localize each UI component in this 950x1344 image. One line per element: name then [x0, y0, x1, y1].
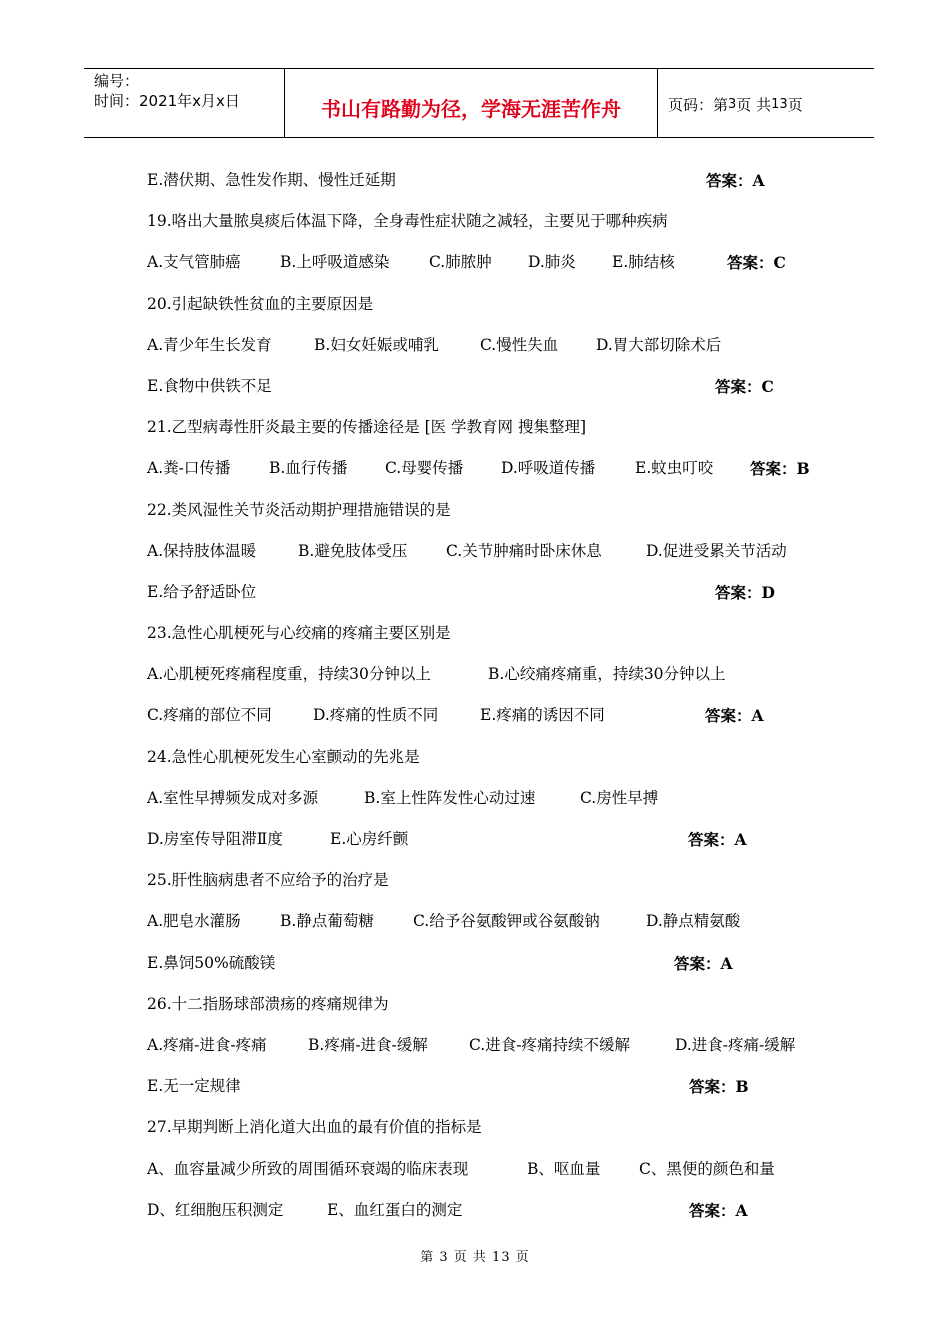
page-footer: 第 3 页 共 13 页: [420, 1250, 530, 1265]
line-text: D.房室传导阻滞Ⅱ度: [147, 830, 283, 848]
question-stem: [147, 284, 847, 325]
question-stem: [147, 613, 847, 654]
answer-label: 答案：A: [689, 1200, 748, 1220]
header-motto: 书山有路勤为径，学海无涯苦作舟: [285, 69, 658, 137]
line-text: A.疼痛-进食-疼痛: [147, 1035, 267, 1054]
answer-label: 答案：C: [715, 376, 774, 396]
line-text: E.蚊虫叮咬: [635, 459, 714, 478]
question-stem: [147, 201, 847, 242]
line-text: D.肺炎: [528, 253, 576, 272]
line-text: E.肺结核: [612, 253, 675, 272]
option-row: [147, 325, 847, 366]
line-text: B、呕血量: [527, 1159, 601, 1178]
page-code-current: 3: [728, 96, 737, 112]
option-row: [147, 1025, 847, 1066]
line-text: 25.肝性脑病患者不应给予的治疗是: [147, 871, 389, 890]
line-text: A.保持肢体温暖: [147, 541, 257, 560]
line-text: D.胃大部切除术后: [596, 335, 722, 354]
line-text: C.母婴传播: [385, 459, 464, 478]
question-list: [147, 160, 847, 1231]
line-text: D.疼痛的性质不同: [313, 706, 439, 725]
answer-label: 答案：D: [715, 582, 775, 602]
line-text: A.粪-口传播: [147, 459, 231, 478]
time-label: 时间：2021年x月x日: [94, 92, 240, 110]
line-text: E.鼻饲50%硫酸镁: [147, 953, 276, 972]
line-text: D.促进受累关节活动: [646, 541, 787, 560]
line-text: A.心肌梗死疼痛程度重，持续30分钟以上: [147, 665, 431, 684]
question-stem: [147, 737, 847, 778]
line-text: 24.急性心肌梗死发生心室颤动的先兆是: [147, 747, 420, 766]
answer-label: 答案：A: [706, 171, 765, 190]
line-text: C.肺脓肿: [429, 253, 492, 272]
question-stem: [147, 1107, 847, 1148]
line-text: 22.类风湿性关节炎活动期护理措施错误的是: [147, 500, 451, 519]
line-text: B.静点葡萄糖: [280, 912, 374, 931]
question-stem: [147, 407, 847, 448]
line-text: C.慢性失血: [480, 335, 559, 354]
line-text: C.关节肿痛时卧床休息: [446, 541, 602, 560]
line-text: 19.咯出大量脓臭痰后体温下降，全身毒性症状随之减轻，主要见于哪种疾病: [147, 212, 668, 231]
page-code-mid: 页 共: [736, 95, 772, 114]
page-code-suffix: 页: [787, 95, 803, 114]
question-stem: [147, 860, 847, 901]
line-text: B.妇女妊娠或哺乳: [314, 335, 439, 354]
option-row: [147, 242, 847, 283]
option-row: [147, 1149, 847, 1190]
line-text: D.进食-疼痛-缓解: [675, 1035, 796, 1054]
option-row: [147, 943, 847, 984]
option-row: [147, 819, 847, 860]
header-page-code: [658, 69, 874, 137]
answer-label: 答案：B: [750, 459, 810, 479]
line-text: D、红细胞压积测定: [147, 1200, 284, 1219]
line-text: A、血容量减少所致的周围循环衰竭的临床表现: [147, 1159, 469, 1178]
line-text: E.潜伏期、急性发作期、慢性迁延期: [147, 171, 396, 189]
option-row: [147, 654, 847, 695]
line-text: A.室性早搏频发成对多源: [147, 788, 319, 807]
question-stem: [147, 490, 847, 531]
line-text: E.疼痛的诱因不同: [480, 706, 605, 725]
line-text: D.呼吸道传播: [501, 459, 596, 478]
question-stem: [147, 984, 847, 1025]
answer-label: 答案：C: [727, 253, 786, 273]
line-text: C.给予谷氨酸钾或谷氨酸钠: [413, 912, 600, 931]
line-text: B.上呼吸道感染: [280, 253, 390, 272]
option-row: [147, 1190, 847, 1231]
line-text: C.房性早搏: [580, 788, 659, 807]
option-row: [147, 1066, 847, 1107]
page-header: [84, 68, 874, 138]
line-text: B.避免肢体受压: [298, 541, 408, 560]
line-text: E.给予舒适卧位: [147, 582, 257, 601]
serial-label: 编号：: [94, 72, 140, 90]
option-row: [147, 901, 847, 942]
page-code-total: 13: [771, 96, 788, 112]
line-text: E、血红蛋白的测定: [327, 1200, 463, 1219]
line-text: A.青少年生长发育: [147, 335, 272, 354]
page-code-prefix: 页码：第: [668, 95, 729, 114]
option-row: [147, 778, 847, 819]
answer-label: 答案：A: [674, 953, 733, 973]
line-text: C、黑便的颜色和量: [639, 1159, 775, 1178]
answer-label: 答案：A: [688, 830, 747, 849]
line-text: 26.十二指肠球部溃疡的疼痛规律为: [147, 994, 389, 1013]
line-text: 23.急性心肌梗死与心绞痛的疼痛主要区别是: [147, 624, 451, 643]
line-text: E.食物中供铁不足: [147, 376, 272, 395]
option-row: [147, 572, 847, 613]
option-row: [147, 448, 847, 489]
line-text: E.无一定规律: [147, 1077, 241, 1096]
answer-label: 答案：B: [689, 1077, 749, 1097]
line-text: D.静点精氨酸: [646, 912, 741, 931]
line-text: B.心绞痛疼痛重，持续30分钟以上: [488, 665, 726, 684]
option-row: [147, 695, 847, 736]
line-text: B.血行传播: [269, 459, 348, 478]
line-text: E.心房纤颤: [330, 830, 409, 848]
answer-label: 答案：A: [705, 706, 764, 726]
option-row: [147, 160, 847, 201]
line-text: B.室上性阵发性心动过速: [364, 788, 536, 807]
option-row: [147, 366, 847, 407]
line-text: 21.乙型病毒性肝炎最主要的传播途径是 [医 学教育网 搜集整理]: [147, 418, 587, 437]
line-text: C.疼痛的部位不同: [147, 706, 272, 725]
option-row: [147, 531, 847, 572]
line-text: A.肥皂水灌肠: [147, 912, 241, 931]
line-text: B.疼痛-进食-缓解: [308, 1035, 428, 1054]
line-text: 27.早期判断上消化道大出血的最有价值的指标是: [147, 1118, 482, 1137]
header-meta: [84, 69, 285, 137]
line-text: C.进食-疼痛持续不缓解: [469, 1035, 630, 1054]
line-text: A.支气管肺癌: [147, 253, 241, 272]
line-text: 20.引起缺铁性贫血的主要原因是: [147, 294, 374, 313]
